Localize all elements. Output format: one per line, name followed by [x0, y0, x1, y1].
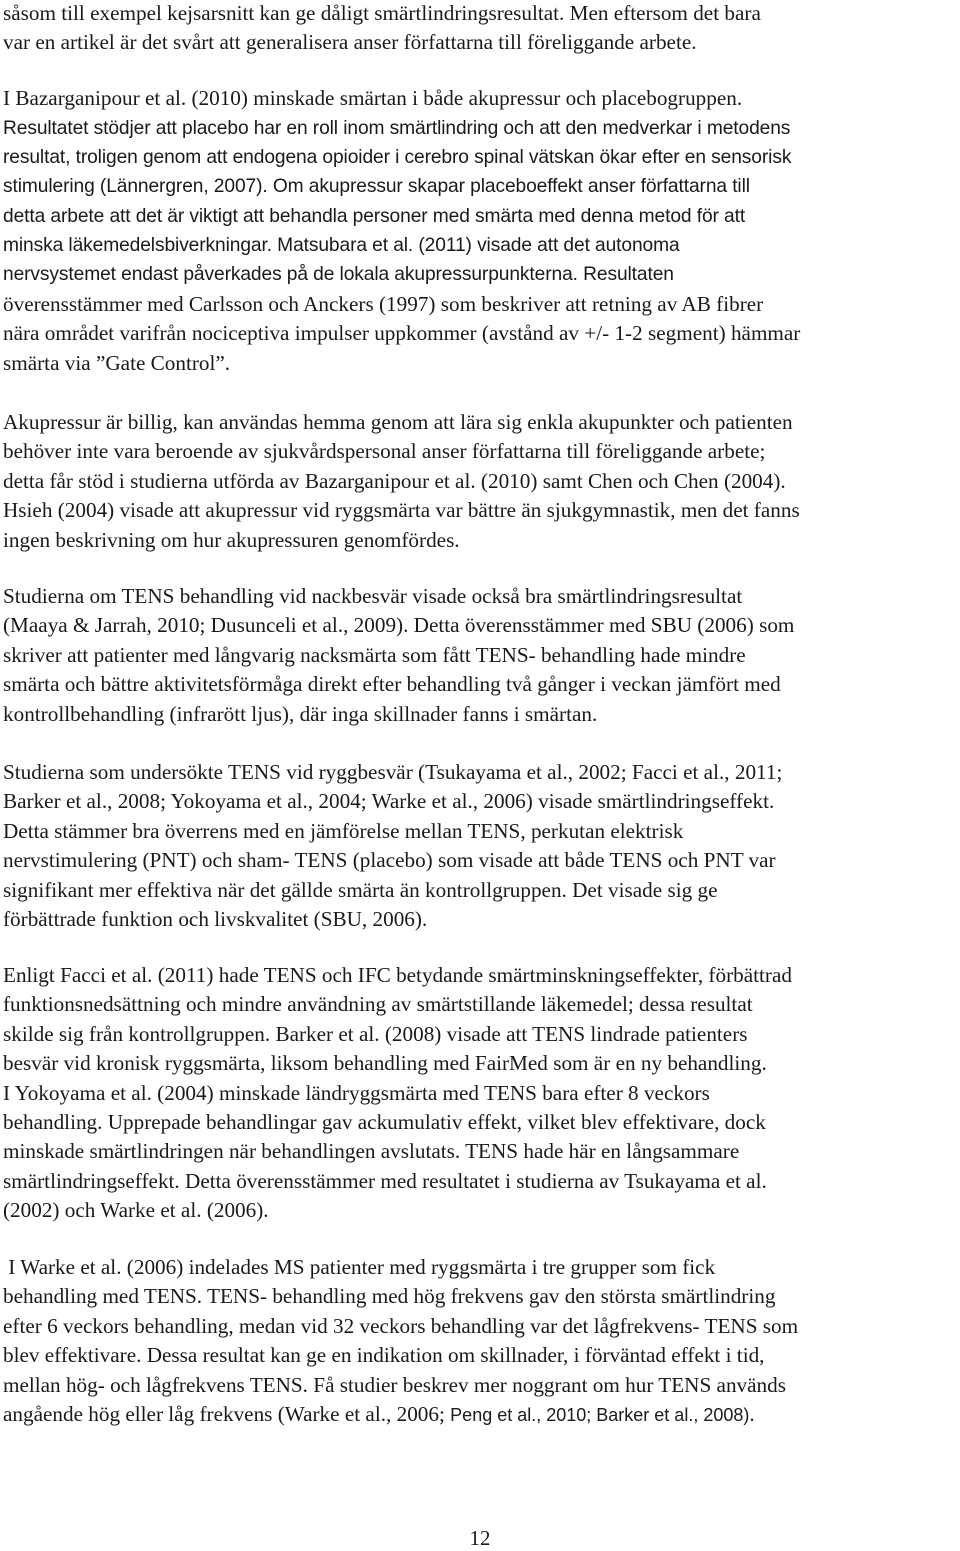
- text-line: Hsieh (2004) visade att akupressur vid ryggsmärta var bättre än sjukgymnastik, men det fanns: [3, 498, 800, 523]
- text-line: minska läkemedelsbiverkningar. Matsubara et al. (2011) visade att det autonoma: [3, 235, 680, 257]
- text-line: Enligt Facci et al. (2011) hade TENS och IFC betydande smärtminskningseffekter, förbättrad: [3, 963, 792, 987]
- text-line: nervstimulering (PNT) och sham- TENS (placebo) som visade att både TENS och PNT var: [3, 848, 776, 873]
- paragraph-akupressur: [3, 408, 960, 555]
- text-line: smärtlindringseffekt. Detta överensstämmer med resultatet i studierna av Tsukayama et al.: [3, 1168, 767, 1193]
- text-line: behandling med TENS. TENS- behandling med hög frekvens gav den största smärtlindring: [3, 1284, 776, 1309]
- text-line: minskade smärtlindringen när behandlingen avslutats. TENS hade här en långsammare: [3, 1139, 740, 1164]
- page-number: 12: [469, 1526, 491, 1550]
- text-line: resultat, troligen genom att endogena opioider i cerebro spinal vätskan ökar efter en sensorisk: [3, 146, 792, 168]
- text-line: detta får stöd i studierna utförda av Bazarganipour et al. (2010) samt Chen och Chen (2004).: [3, 468, 786, 493]
- text-line: Studierna om TENS behandling vid nackbesvär visade också bra smärtlindringsresultat: [3, 584, 743, 608]
- text-line: funktionsnedsättning och mindre användning av smärtstillande läkemedel; dessa resultat: [3, 992, 753, 1017]
- paragraph-warke: [3, 1253, 960, 1429]
- text-line: mellan hög- och lågfrekvens TENS. Få studier beskrev mer noggrant om hur TENS används: [3, 1372, 786, 1397]
- text-line: var en artikel är det svårt att generalisera anser författarna till föreliggande arbete.: [3, 30, 697, 55]
- text-line: överensstämmer med Carlsson och Anckers (1997) som beskriver att retning av AB fibrer: [3, 292, 764, 316]
- paragraph-bazarganipour: [3, 84, 960, 113]
- text-line: blev effektivare. Dessa resultat kan ge en indikation om skillnader, i förväntad effekt i tid,: [3, 1343, 765, 1368]
- text-line: Resultatet stödjer att placebo har en roll inom smärtlindring och att den medverkar i metodens: [3, 117, 791, 139]
- text-line: Akupressur är billig, kan användas hemma genom att lära sig enkla akupunkter och patienten: [3, 410, 793, 434]
- citation-segment: Peng et al., 2010; Barker et al., 2008): [450, 1404, 750, 1425]
- text-line: förbättrade funktion och livskvalitet (SBU, 2006).: [3, 906, 428, 931]
- text-line: skriver att patienter med långvarig nacksmärta som fått TENS- behandling hade mindre: [3, 642, 746, 667]
- text-line: (2002) och Warke et al. (2006).: [3, 1198, 269, 1223]
- paragraph-tens-nackbesvar: [3, 582, 960, 729]
- text-line: detta arbete att det är viktigt att behandla personer med smärta med denna metod för att: [3, 205, 746, 227]
- text-line: I Bazarganipour et al. (2010) minskade smärtan i både akupressur och placebogruppen.: [3, 86, 743, 110]
- text-line: I Yokoyama et al. (2004) minskade ländryggsmärta med TENS bara efter 8 veckors: [3, 1080, 710, 1105]
- text-line: behandling. Upprepade behandlingar gav ackumulativ effekt, vilket blev effektivare, dock: [3, 1109, 766, 1134]
- text-line: Studierna som undersökte TENS vid ryggbesvär (Tsukayama et al., 2002; Facci et al., 2011;: [3, 760, 783, 784]
- text-line: (Maaya & Jarrah, 2010; Dusunceli et al., 2009). Detta överensstämmer med SBU (2006) som: [3, 613, 795, 638]
- text-line: nervsystemet endast påverkades på de lokala akupressurpunkterna. Resultaten: [3, 264, 674, 286]
- paragraph-tens-ryggbesvar: [3, 758, 960, 934]
- text-line: ingen beskrivning om hur akupressuren genomfördes.: [3, 527, 460, 552]
- text-line: behöver inte vara beroende av sjukvårdspersonal anser författarna till föreliggande arbete;: [3, 439, 766, 464]
- text-line: nära området varifrån nociceptiva impulser uppkommer (avstånd av +/- 1-2 segment) hämmar: [3, 321, 801, 346]
- text-line: efter 6 veckors behandling, medan vid 32 veckors behandling var det lågfrekvens- TENS som: [3, 1313, 799, 1338]
- paragraph-gate-control: [3, 290, 960, 378]
- text-line: I Warke et al. (2006) indelades MS patienter med ryggsmärta i tre grupper som fick: [3, 1255, 716, 1279]
- text-line-mixed: [3, 1400, 960, 1429]
- text-line: smärta via ”Gate Control”.: [3, 350, 231, 375]
- paragraph-continuation: [3, 0, 960, 58]
- text-segment: .: [749, 1401, 755, 1426]
- text-line: kontrollbehandling (infrarött ljus), där inga skillnader fanns i smärtan.: [3, 701, 598, 726]
- text-line: smärta och bättre aktivitetsförmåga direkt efter behandling två gånger i veckan jämfört med: [3, 672, 781, 697]
- text-line: Detta stämmer bra överrens med en jämförelse mellan TENS, perkutan elektrisk: [3, 818, 684, 843]
- paragraph-facci: [3, 961, 960, 1226]
- text-line: besvär vid kronisk ryggsmärta, liksom behandling med FairMed som är en ny behandling.: [3, 1051, 767, 1076]
- text-segment: angående hög eller låg frekvens (Warke et al., 2006;: [3, 1401, 451, 1426]
- paragraph-placebo-discussion: [3, 114, 960, 290]
- text-line: Barker et al., 2008; Yokoyama et al., 2004; Warke et al., 2006) visade smärtlindringseffekt.: [3, 789, 775, 814]
- text-line: signifikant mer effektiva när det gällde smärta än kontrollgruppen. Det visade sig ge: [3, 877, 718, 902]
- text-line: stimulering (Lännergren, 2007). Om akupressur skapar placeboeffekt anser författarna till: [3, 176, 750, 198]
- text-line: skilde sig från kontrollgruppen. Barker et al. (2008) visade att TENS lindrade patienters: [3, 1021, 748, 1046]
- text-line: såsom till exempel kejsarsnitt kan ge dåligt smärtlindringsresultat. Men eftersom det bara: [3, 1, 761, 25]
